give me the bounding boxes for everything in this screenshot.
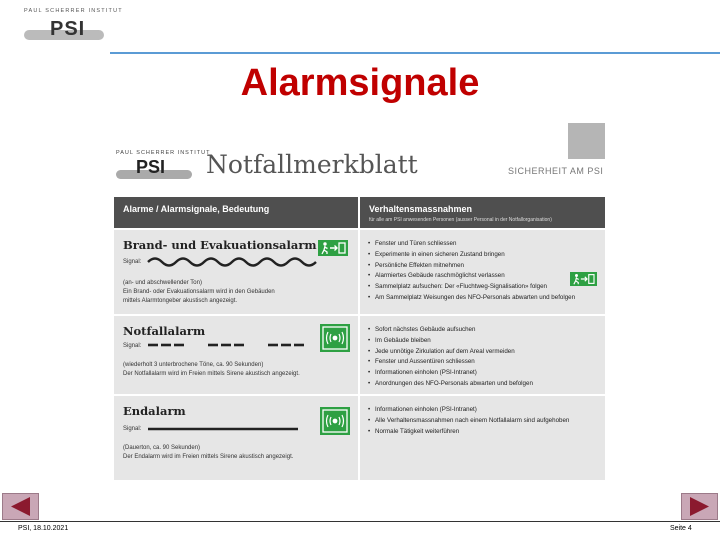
action-item: • Normale Tätigkeit weiterführen xyxy=(368,427,569,438)
signal-description-cont: mittels Alarmtongeber akustisch angezeigt. xyxy=(123,298,238,304)
alarm-cell-notfall xyxy=(114,316,358,394)
right-column-header-text: Verhaltensmassnahmen xyxy=(369,204,473,214)
signal-description: Ein Brand- oder Evakuationsalarm wird in den Gebäuden xyxy=(123,289,275,295)
actions-cell-endalarm xyxy=(360,396,605,480)
sheet-tag: SICHERHEIT AM PSI xyxy=(508,166,604,176)
prev-slide-icon xyxy=(3,494,38,519)
exit-sign-small-icon xyxy=(570,272,597,286)
left-column-header-text: Alarme / Alarmsignale, Bedeutung xyxy=(123,204,270,214)
wave-signal-icon xyxy=(146,255,318,269)
actions-list xyxy=(368,405,569,437)
next-slide-icon xyxy=(682,494,717,519)
action-item: • Persönliche Effekten mitnehmen xyxy=(368,261,575,272)
next-slide-button[interactable] xyxy=(681,493,718,520)
exit-sign-icon xyxy=(318,240,348,256)
left-column-header xyxy=(114,197,358,228)
action-item: • Alle Verhaltensmassnahmen nach einem Notfallalarm sind aufgehoben xyxy=(368,416,569,427)
slide-title: Alarmsignale xyxy=(240,62,480,104)
action-item: • Informationen einholen (PSI-Intranet) xyxy=(368,368,533,379)
alarm-title: Notfallalarm xyxy=(123,324,206,338)
logo-institute-text: PAUL SCHERRER INSTITUT xyxy=(24,8,123,14)
prev-slide-button[interactable] xyxy=(2,493,39,520)
actions-list xyxy=(368,239,575,304)
alarm-title: Endalarm xyxy=(123,404,186,418)
psi-logo xyxy=(22,8,123,44)
sheet-title: Notfallmerkblatt xyxy=(206,150,418,179)
footer-date: PSI, 18.10.2021 xyxy=(18,525,69,532)
right-column-subheader: für alle am PSI anwesenden Personen (ausser Personal in der Notfallorganisation) xyxy=(369,217,552,223)
logo-text: PSI xyxy=(50,18,86,40)
sheet-logo-institute-text: PAUL SCHERRER INSTITUT xyxy=(116,150,211,156)
signal-description: Der Endalarm wird im Freien mittels Sirene akustisch angezeigt. xyxy=(123,454,294,460)
signal-label: Signal: xyxy=(123,426,142,432)
signal-note: (Dauerton, ca. 90 Sekunden) xyxy=(123,445,201,451)
continuous-signal-icon xyxy=(146,425,304,433)
signal-label: Signal: xyxy=(123,343,142,349)
actions-cell-brand xyxy=(360,230,605,314)
alarm-title: Brand- und Evakuationsalarm xyxy=(123,238,317,252)
action-item: • Am Sammelplatz Weisungen des NFO-Personals abwarten und befolgen xyxy=(368,293,575,304)
interrupted-signal-icon xyxy=(146,340,318,350)
action-item: • Sammelplatz aufsuchen: Der «Fluchtweg-Signalisation» folgen xyxy=(368,282,575,293)
sheet-psi-logo xyxy=(116,150,211,184)
sheet-gray-square xyxy=(568,123,605,159)
header-rule xyxy=(110,52,720,54)
footer-page-number: Seite 4 xyxy=(670,525,692,532)
action-item: • Alarmiertes Gebäude raschmöglichst verlassen xyxy=(368,271,575,282)
actions-list xyxy=(368,325,533,390)
alarm-cell-endalarm xyxy=(114,396,358,480)
action-item: • Sofort nächstes Gebäude aufsuchen xyxy=(368,325,533,336)
action-item: • Jede unnötige Zirkulation auf dem Areal vermeiden xyxy=(368,347,533,358)
signal-note: (an- und abschwellender Ton) xyxy=(123,280,202,286)
siren-icon xyxy=(320,407,350,435)
footer-rule xyxy=(0,521,720,522)
action-item: • Anordnungen des NFO-Personals abwarten und befolgen xyxy=(368,379,533,390)
right-column-header xyxy=(360,197,605,228)
action-item: • Fenster und Aussentüren schliessen xyxy=(368,357,533,368)
signal-note: (wiederholt 3 unterbrochene Töne, ca. 90 Sekunden) xyxy=(123,362,264,368)
sheet-logo-text: PSI xyxy=(136,157,166,177)
signal-description: Der Notfallalarm wird im Freien mittels Sirene akustisch angezeigt. xyxy=(123,371,300,377)
alarm-cell-brand xyxy=(114,230,358,314)
action-item: • Fenster und Türen schliessen xyxy=(368,239,575,250)
action-item: • Im Gebäude bleiben xyxy=(368,336,533,347)
action-item: • Experimente in einen sicheren Zustand bringen xyxy=(368,250,575,261)
signal-label: Signal: xyxy=(123,259,142,265)
siren-icon xyxy=(320,324,350,352)
actions-cell-notfall xyxy=(360,316,605,394)
action-item: • Informationen einholen (PSI-Intranet) xyxy=(368,405,569,416)
